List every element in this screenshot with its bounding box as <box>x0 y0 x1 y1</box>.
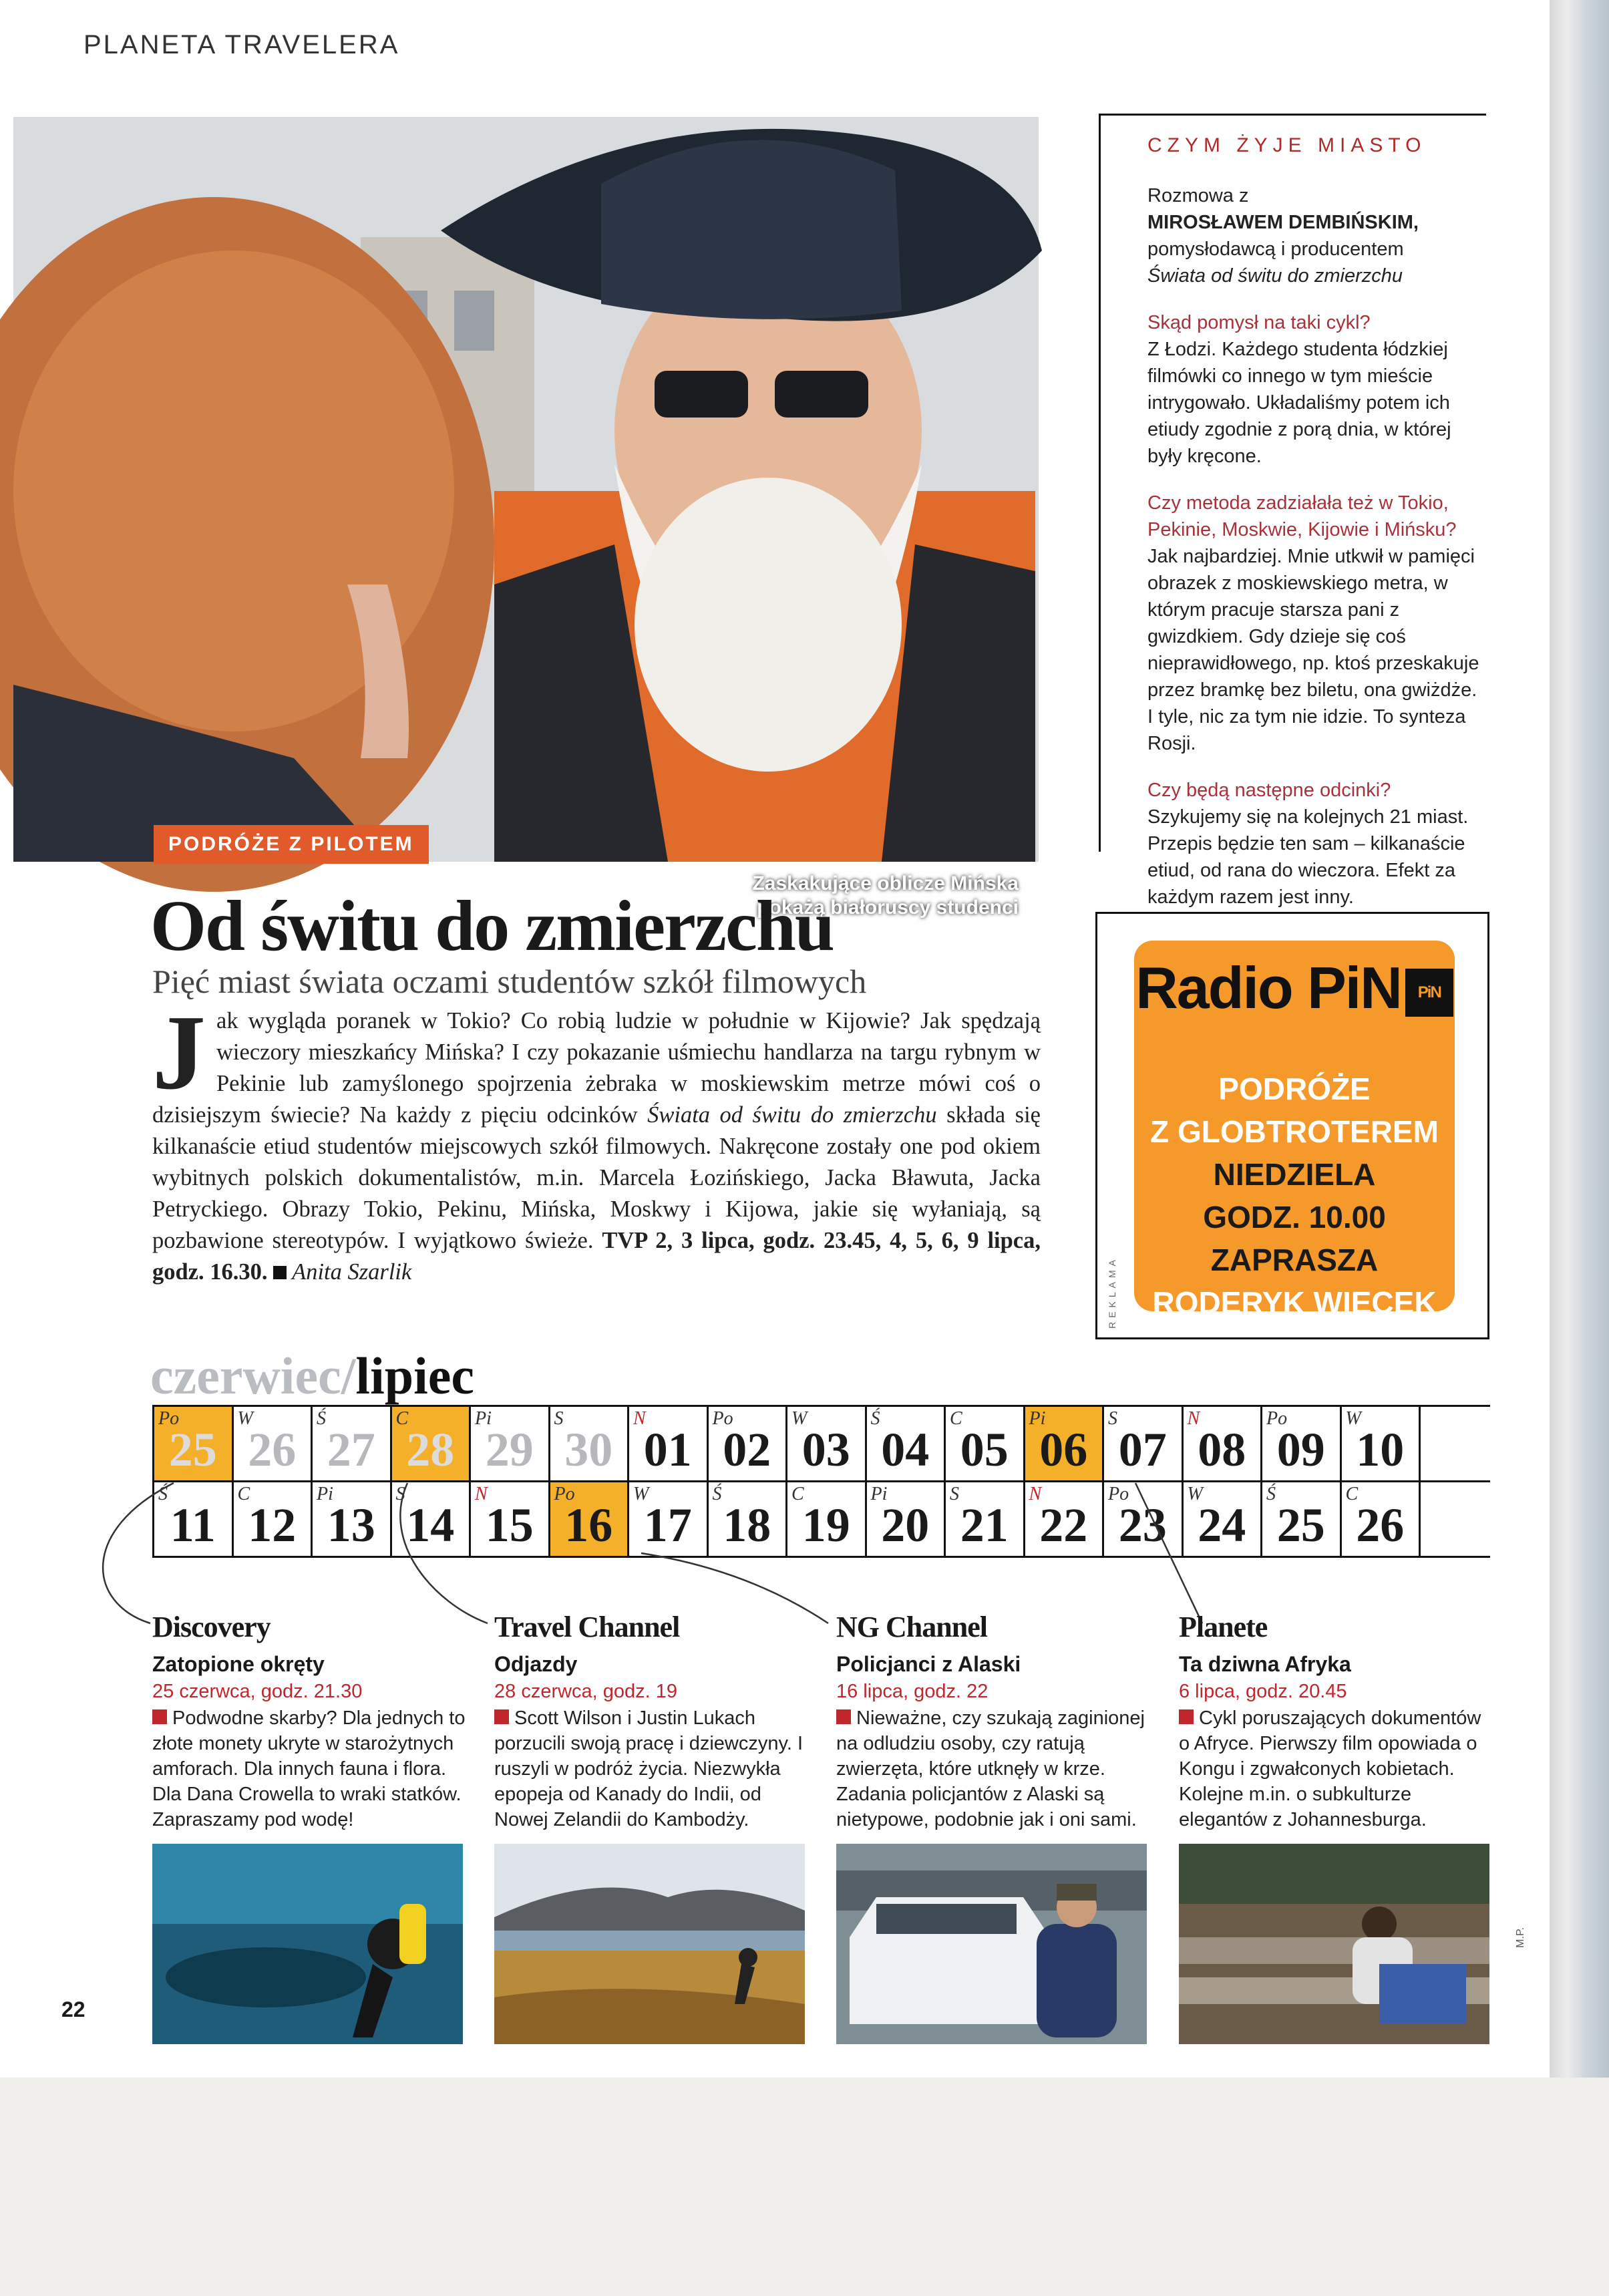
show-description <box>1179 1705 1493 1832</box>
hero-photo <box>13 117 1039 919</box>
weekday-label: Po <box>712 1408 733 1429</box>
weekday-label: W <box>237 1408 253 1429</box>
month-separator: / <box>341 1347 356 1405</box>
question: Skąd pomysł na taki cykl? <box>1147 312 1371 333</box>
show-description-text: Podwodne skarby? Dla jednych to złote monety ukryte w starożytnych amforach. Dla innych fauna i flora. Dla Dana Crowella to wraki statków. Zapraszamy pod wodę! <box>152 1707 466 1830</box>
interview-heading: CZYM ŻYJE MIASTO <box>1147 134 1427 156</box>
drop-cap: J <box>152 993 206 1112</box>
ad-line: GODZ. 10.00 <box>1203 1200 1386 1235</box>
day-number: 22 <box>1039 1498 1088 1552</box>
radio-logo-text: Radio PiN <box>1135 955 1401 1021</box>
show-title: Odjazdy <box>494 1652 578 1676</box>
ad-panel <box>1134 941 1455 1320</box>
show-time: 28 czerwca, godz. 19 <box>494 1681 678 1702</box>
weekday-label: W <box>1345 1408 1361 1429</box>
thumbnail-traveller <box>494 1844 805 2044</box>
weekday-label: Pi <box>1029 1408 1046 1429</box>
weekday-label: N <box>475 1484 488 1504</box>
weekday-label: Pi <box>870 1484 888 1504</box>
article-body <box>152 993 1041 1288</box>
day-number: 19 <box>801 1498 850 1552</box>
ad-line: ZAPRASZA <box>1210 1243 1379 1277</box>
day-number: 13 <box>327 1498 375 1552</box>
intro-line: pomysłodawcą i producentem <box>1147 238 1404 260</box>
thumbnail-diver <box>152 1844 463 2044</box>
weekday-label: S <box>1108 1408 1117 1429</box>
channel-name: Planete <box>1179 1611 1268 1643</box>
photo-caption: Zaskakujące oblicze Mińska pokażą białoruscy studenci <box>752 872 1019 919</box>
channel-discovery <box>152 1610 466 1832</box>
advertisement <box>1095 912 1489 1339</box>
channel-planete <box>1179 1610 1493 1832</box>
photo-credit: M.P. <box>1515 1927 1526 1948</box>
weekday-label: Ś <box>158 1484 168 1504</box>
day-number: 25 <box>168 1423 217 1476</box>
day-number: 16 <box>564 1498 613 1552</box>
weekday-label: Ś <box>317 1408 326 1429</box>
month-july: lipiec <box>355 1347 475 1405</box>
adjacent-page-edge <box>1550 0 1609 2078</box>
channel-name: NG Channel <box>836 1611 987 1643</box>
day-number: 15 <box>485 1498 534 1552</box>
intro-title: Świata od świtu do zmierzchu <box>1147 265 1403 287</box>
day-number: 23 <box>1118 1498 1167 1552</box>
show-description <box>152 1705 466 1832</box>
radio-logo <box>1134 954 1455 1022</box>
running-head: PLANETA TRAVELERA <box>83 30 400 59</box>
show-description-text: Cykl poruszających dokumentów o Afryce. Pierwszy film opowiada o Kongu i zgwałconych kobietach. Kolejne m.in. o subkulturze elegantów z Johannesburga. <box>1179 1707 1481 1830</box>
answer: Szykujemy się na kolejnych 21 miast. Przepis będzie ten sam – kilkanaście etiud, od rana do wieczora. Efekt za każdym razem jest inny. <box>1147 806 1469 908</box>
show-time: 25 czerwca, godz. 21.30 <box>152 1681 363 1702</box>
weekday-label: C <box>237 1484 250 1504</box>
day-number: 25 <box>1276 1498 1325 1552</box>
weekday-label: C <box>1345 1484 1359 1504</box>
hero-photo-art <box>13 117 1039 862</box>
show-time: 6 lipca, godz. 20.45 <box>1179 1681 1347 1702</box>
qa-block <box>1147 777 1486 911</box>
day-number: 18 <box>723 1498 771 1552</box>
answer: Z Łodzi. Każdego studenta łódzkiej filmówki co innego w tym mieście intrygowało. Układaliśmy potem ich etiudy zgodnie z porą dnia, w której były kręcone. <box>1147 339 1451 467</box>
day-number: 10 <box>1356 1423 1405 1476</box>
day-number: 30 <box>564 1423 613 1476</box>
day-number: 04 <box>881 1423 930 1476</box>
weekday-label: Po <box>1266 1408 1288 1429</box>
question: Czy będą następne odcinki? <box>1147 780 1391 801</box>
radio-logo-mark: PiN <box>1405 969 1453 1017</box>
weekday-label: Po <box>1108 1484 1129 1504</box>
channel-name: Travel Channel <box>494 1611 680 1643</box>
thumbnail-africa <box>1179 1844 1489 2044</box>
body-title: Świata od świtu do zmierzchu <box>647 1102 937 1128</box>
show-description <box>494 1705 808 1832</box>
qa-block <box>1147 309 1486 470</box>
article-headline: Od świtu do zmierzchu <box>150 886 834 966</box>
day-number: 06 <box>1039 1423 1088 1476</box>
ad-line: PODRÓŻE <box>1218 1072 1371 1106</box>
day-number: 27 <box>327 1423 375 1476</box>
day-number: 01 <box>643 1423 692 1476</box>
weekday-label: S <box>950 1484 959 1504</box>
end-mark <box>273 1266 287 1279</box>
day-number: 09 <box>1276 1423 1325 1476</box>
qa-block <box>1147 490 1486 757</box>
interview-intro <box>1147 182 1486 289</box>
body-text: ak wygląda poranek w Tokio? Co robią ludzie w południe w Kijowie? Jak spędzają wieczory mieszkańcy Mińska? I czy pokazanie uśmiechu handlarza na targu rybnym w Pekinie lub zamyślonego spojrzenia żebraka w moskiewskim metrze mówi coś o dzisiejszym świecie? Na każdy z pięciu odcinków <box>152 1008 1041 1128</box>
article-subhead: Pięć miast świata oczami studentów szkół filmowych <box>152 963 867 1000</box>
day-number: 14 <box>406 1498 455 1552</box>
show-title: Zatopione okręty <box>152 1652 325 1676</box>
weekday-label: Ś <box>712 1484 722 1504</box>
interview-sidebar <box>1099 114 1486 908</box>
bullet-square <box>836 1709 851 1724</box>
author: Anita Szarlik <box>292 1259 412 1285</box>
day-number: 29 <box>485 1423 534 1476</box>
ad-copy <box>1134 1068 1455 1324</box>
ad-line: Z GLOBTROTEREM <box>1150 1114 1439 1149</box>
weekday-label: W <box>791 1408 808 1429</box>
weekday-label: Pi <box>317 1484 333 1504</box>
weekday-label: S <box>554 1408 564 1429</box>
weekday-label: S <box>395 1484 405 1504</box>
day-number: 21 <box>960 1498 1009 1552</box>
answer: Jak najbardziej. Mnie utkwił w pamięci obrazek z moskiewskiego metra, w którym pracuje starsza pani z gwizdkiem. Gdy dzieje się coś nieprawidłowego, np. ktoś przeskakuje przez bramkę bez biletu, ona gwiżdże. I tyle, nic za tym nie idzie. To synteza Rosji. <box>1147 546 1479 754</box>
day-number: 28 <box>406 1423 455 1476</box>
day-number: 02 <box>723 1423 771 1476</box>
weekday-label: Ś <box>1266 1484 1276 1504</box>
weekday-label: W <box>1187 1484 1203 1504</box>
weekday-label: Ś <box>870 1408 880 1429</box>
bullet-square <box>494 1709 509 1724</box>
weekday-label: C <box>950 1408 962 1429</box>
channel-name: Discovery <box>152 1611 271 1643</box>
bullet-square <box>152 1709 167 1724</box>
show-description-text: Scott Wilson i Justin Lukach porzucili swoją pracę i dziewczyny. I ruszyli w podróż życia. Niezwykła epopeja od Kanady do Indii, od Nowej Zelandii do Kambodży. <box>494 1707 803 1830</box>
day-number: 24 <box>1198 1498 1246 1552</box>
channel-travel <box>494 1610 808 1832</box>
body-text: składa się kilkanaście etiud studentów miejscowych szkół filmowych. Nakręcone zostały one pod okiem wybitnych polskich dokumentalistów, m.in. Marcela Łozińskiego, Jacka Bławuta, Jacka Petryckiego. Obrazy Tokio, Pekinu, Mińska, Moskwy i Kijowa, jakie się wyłaniają, są pozbawione stereotypów. I wyjątkowo świeże. <box>152 1102 1041 1253</box>
show-time: 16 lipca, godz. 22 <box>836 1681 989 1702</box>
section-tag: PODRÓŻE Z PILOTEM <box>154 825 429 864</box>
show-description-text: Nieważne, czy szukają zaginionej na odludziu osoby, czy ratują zwierzęta, które utknęły w krze. Zadania policjantów z Alaski są nietypowe, podobnie jak i oni sami. <box>836 1707 1145 1830</box>
day-number: 07 <box>1118 1423 1167 1476</box>
bullet-square <box>1179 1709 1194 1724</box>
day-number: 26 <box>1356 1498 1405 1552</box>
calendar-title <box>150 1346 474 1406</box>
weekday-label: N <box>1187 1408 1200 1429</box>
ad-label: REKLAMA <box>1107 1256 1117 1329</box>
intro-line: Rozmowa z <box>1147 185 1249 206</box>
weekday-label: C <box>791 1484 804 1504</box>
page-number: 22 <box>61 1997 85 2021</box>
day-number: 26 <box>248 1423 297 1476</box>
ad-line: RODERYK WIĘCEK <box>1152 1285 1437 1320</box>
question: Czy metoda zadziałała też w Tokio, Pekinie, Moskwie, Kijowie i Mińsku? <box>1147 492 1457 540</box>
weekday-label: W <box>633 1484 649 1504</box>
ad-line: NIEDZIELA <box>1213 1157 1376 1192</box>
show-description <box>836 1705 1150 1832</box>
intro-name: MIROSŁAWEM DEMBIŃSKIM, <box>1147 212 1419 233</box>
show-title: Policjanci z Alaski <box>836 1652 1021 1676</box>
day-number: 03 <box>801 1423 850 1476</box>
broadcast-schedule: TVP 2, 3 lipca, godz. 23.45, 4, 5, 6, 9 lipca, godz. 16.30. <box>152 1228 1041 1285</box>
weekday-label: Pi <box>475 1408 492 1429</box>
weekday-label: N <box>633 1408 646 1429</box>
day-number: 08 <box>1198 1423 1246 1476</box>
weekday-label: Po <box>554 1484 575 1504</box>
month-june: czerwiec <box>150 1347 341 1405</box>
thumbnail-alaska-police <box>836 1844 1147 2044</box>
weekday-label: N <box>1029 1484 1042 1504</box>
channel-ng <box>836 1610 1150 1832</box>
day-number: 12 <box>248 1498 297 1552</box>
day-number: 17 <box>643 1498 692 1552</box>
weekday-label: Po <box>158 1408 180 1429</box>
day-number: 05 <box>960 1423 1009 1476</box>
day-number: 11 <box>170 1498 216 1552</box>
weekday-label: C <box>395 1408 409 1429</box>
show-title: Ta dziwna Afryka <box>1179 1652 1351 1676</box>
day-number: 20 <box>881 1498 930 1552</box>
